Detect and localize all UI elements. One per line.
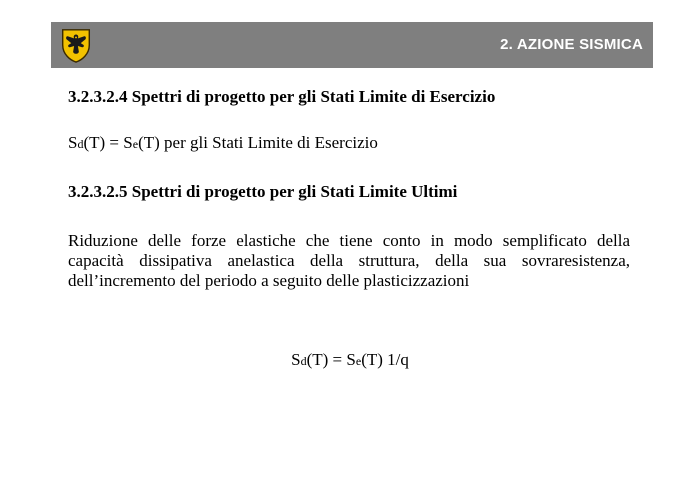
paragraph-slu: Riduzione delle forze elastiche che tiene conto in modo semplificato della capacità dissipativa anelastica della struttura, della sua sovraresistenza, dell’incremento del periodo a seguito delle plasticizzazioni xyxy=(68,231,630,290)
formula-rhs-symbol: S xyxy=(346,350,356,369)
formula-rhs-subscript: e xyxy=(355,354,362,368)
formula-lhs-argument: (T) = xyxy=(306,350,347,369)
formula-lhs-subscript: d xyxy=(77,137,84,151)
formula-lhs-symbol: S xyxy=(291,350,301,369)
eagle-crest-logo-icon xyxy=(57,26,95,64)
formula-rhs-symbol: S xyxy=(123,133,133,152)
formula-lhs-subscript: d xyxy=(300,354,307,368)
formula-rhs-subscript: e xyxy=(132,137,139,151)
section-title: 2. AZIONE SISMICA xyxy=(500,36,643,53)
heading-sle: 3.2.3.2.4 Spettri di progetto per gli Stati Limite di Esercizio xyxy=(68,87,496,106)
formula-slu xyxy=(0,350,700,370)
formula-rhs-argument: (T) per gli Stati Limite di Esercizio xyxy=(138,133,378,152)
formula-lhs-argument: (T) = xyxy=(83,133,124,152)
heading-slu: 3.2.3.2.5 Spettri di progetto per gli Stati Limite Ultimi xyxy=(68,182,458,201)
header-bar xyxy=(51,22,653,68)
formula-rhs-argument: (T) 1/q xyxy=(361,350,409,369)
formula-sle xyxy=(68,133,378,153)
formula-lhs-symbol: S xyxy=(68,133,78,152)
